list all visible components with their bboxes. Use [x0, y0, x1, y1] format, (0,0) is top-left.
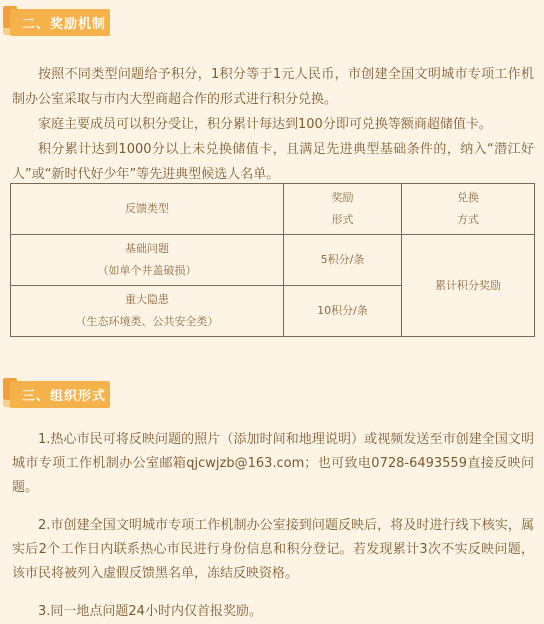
header-reward-form: 奖励 形式	[284, 184, 402, 235]
cell-exchange: 累计积分奖励	[402, 235, 535, 337]
organization-paragraphs	[12, 428, 534, 624]
section-title: 二、奖励机制	[22, 17, 107, 32]
paragraph: 3.同一地点问题24小时内仅首报奖励。	[38, 604, 262, 619]
cell-reward: 5积分/条	[284, 235, 402, 286]
reward-paragraphs	[12, 62, 534, 187]
cell-type: 基础问题 （如单个井盖破损）	[11, 235, 284, 286]
table-row	[11, 235, 535, 286]
paragraph: 1.热心市民可将反映问题的照片（添加时间和地理说明）或视频发送至市创建全国文明城市专项工作机制办公室邮箱qjcwjzb@163.com；也可致电0728-6493559直接反映问题。	[12, 432, 534, 495]
reward-table	[10, 183, 535, 337]
section-header-organization	[0, 381, 116, 408]
paragraph: 按照不同类型问题给予积分，1积分等于1元人民币，市创建全国文明城市专项工作机制办公室采取与市内大型商超合作的形式进行积分兑换。	[12, 67, 534, 107]
section-header-reward	[0, 9, 116, 36]
cell-reward: 10积分/条	[284, 286, 402, 337]
header-feedback-type: 反馈类型	[11, 184, 284, 235]
cell-type: 重大隐患 （生态环境类、公共安全类）	[11, 286, 284, 337]
header-exchange-method: 兑换 方式	[402, 184, 535, 235]
paragraph: 积分累计达到1000分以上未兑换储值卡，且满足先进典型基础条件的，纳入“潜江好人”或“新时代好少年”等先进典型候选人名单。	[12, 142, 534, 182]
paragraph: 2.市创建全国文明城市专项工作机制办公室接到问题反映后，将及时进行线下核实，属实后2个工作日内联系热心市民进行身份信息和积分登记。若发现累计3次不实反映问题，该市民将被列入虚假反馈黑名单，冻结反映资格。	[12, 518, 534, 581]
section-title: 三、组织形式	[22, 389, 107, 404]
table-header-row	[11, 184, 535, 235]
paragraph: 家庭主要成员可以积分受让，积分累计每达到100分即可兑换等额商超储值卡。	[38, 117, 492, 132]
